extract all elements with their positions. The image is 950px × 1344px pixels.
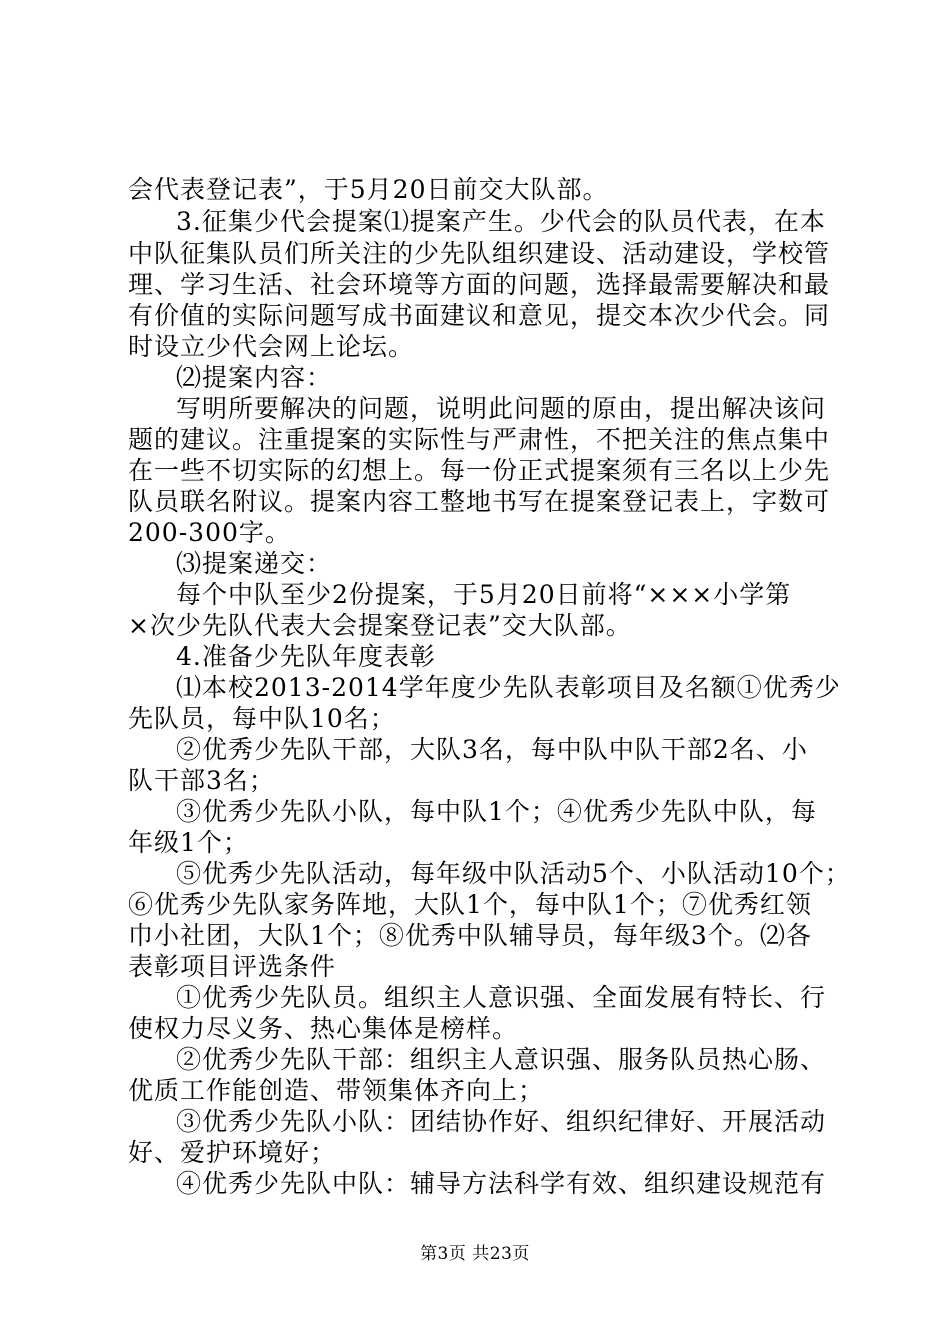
text-line: ×次少先队代表大会提案登记表”交大队部。 (128, 611, 632, 640)
text-line: 会代表登记表”，于5月20日前交大队部。 (128, 175, 609, 204)
text-line: ③优秀少先队小队，每中队1个；④优秀少先队中队，每 (176, 797, 817, 826)
text-line: 3.征集少代会提案⑴提案产生。少代会的队员代表，在本 (176, 207, 826, 236)
text-line: 巾小社团，大队1个；⑧优秀中队辅导员，每年级3个。⑵各 (128, 921, 812, 950)
text-line: 队干部3名； (128, 766, 275, 795)
text-line: 年级1个； (128, 828, 249, 857)
text-line: ⑵提案内容： (176, 363, 333, 392)
text-line: 有价值的实际问题写成书面建议和意见，提交本次少代会。同 (128, 301, 831, 330)
text-line: 队员联名附议。提案内容工整地书写在提案登记表上，字数可 (128, 487, 831, 516)
text-line: 使权力尽义务、热心集体是榜样。 (128, 1014, 519, 1043)
text-line: 写明所要解决的问题，说明此问题的原由，提出解决该问 (176, 394, 827, 423)
page-number-footer: 第3页 共23页 (420, 1244, 530, 1264)
text-line: 题的建议。注重提案的实际性与严肃性，不把关注的焦点集中 (128, 425, 831, 454)
text-line: 4.准备少先队年度表彰 (176, 642, 436, 671)
text-line: ⑤优秀少先队活动，每年级中队活动5个、小队活动10个； (176, 859, 851, 888)
text-line: 在一些不切实际的幻想上。每一份正式提案须有三名以上少先 (128, 456, 831, 485)
text-line: 先队员，每中队10名； (128, 704, 396, 733)
text-line: ②优秀少先队干部：组织主人意识强、服务队员热心肠、 (176, 1045, 827, 1074)
text-line: 每个中队至少2份提案，于5月20日前将“×××小学第 (176, 580, 792, 609)
text-line: 优质工作能创造、带领集体齐向上； (128, 1076, 545, 1105)
text-line: 时设立少代会网上论坛。 (128, 332, 415, 361)
text-line: 中队征集队员们所关注的少先队组织建设、活动建设，学校管 (128, 239, 831, 268)
text-line: 理、学习生活、社会环境等方面的问题，选择最需要解决和最 (128, 270, 831, 299)
text-line: ⑴本校2013-2014学年度少先队表彰项目及名额①优秀少 (176, 673, 841, 702)
text-line: ⑥优秀少先队家务阵地，大队1个，每中队1个；⑦优秀红领 (128, 890, 812, 919)
text-line: ②优秀少先队干部，大队3名，每中队中队干部2名、小 (176, 735, 808, 764)
text-line: 200-300字。 (128, 518, 291, 547)
text-line: ④优秀少先队中队：辅导方法科学有效、组织建设规范有 (176, 1169, 827, 1198)
text-line: 好、爱护环境好； (128, 1138, 337, 1167)
text-line: 表彰项目评选条件 (128, 952, 337, 981)
text-line: ③优秀少先队小队：团结协作好、组织纪律好、开展活动 (176, 1107, 827, 1136)
text-line: ⑶提案递交： (176, 549, 333, 578)
text-line: ①优秀少先队员。组织主人意识强、全面发展有特长、行 (176, 983, 827, 1012)
